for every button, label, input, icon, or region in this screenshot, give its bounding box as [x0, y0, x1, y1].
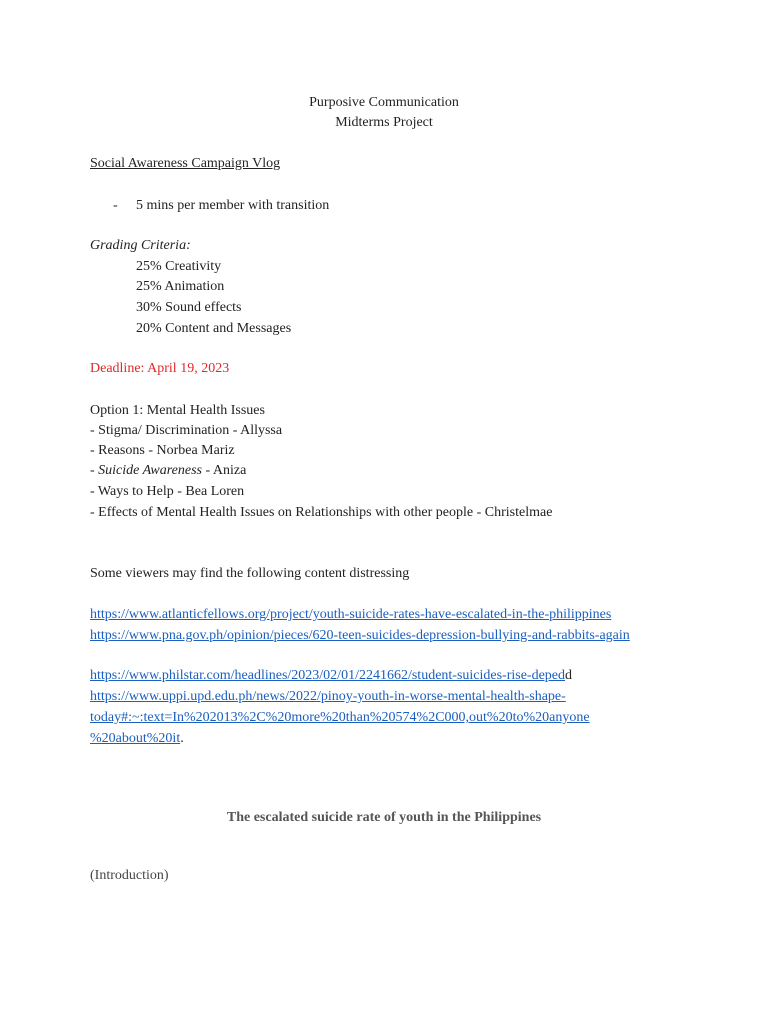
- option-item: - Effects of Mental Health Issues on Relationships with other people - Christelmae: [90, 505, 553, 520]
- grading-item: 30% Sound effects: [136, 300, 242, 315]
- bullet-text: 5 mins per member with transition: [136, 198, 330, 213]
- option-item-topic: Suicide Awareness: [98, 463, 202, 478]
- deadline: Deadline: April 19, 2023: [90, 361, 230, 376]
- option-item-suffix: - Aniza: [202, 463, 247, 478]
- reference-link[interactable]: %20about%20it: [90, 731, 181, 746]
- reference-link[interactable]: https://www.pna.gov.ph/opinion/pieces/620-teen-suicides-depression-bullying-and-rabbits-again: [90, 628, 630, 643]
- option-item-prefix: -: [90, 463, 99, 478]
- link-trailing-text: d: [565, 668, 573, 683]
- reference-link-line: [90, 667, 572, 685]
- reference-link-line: [90, 606, 611, 624]
- reference-link[interactable]: today#:~:text=In%202013%2C%20more%20than%20574%2C000,out%20to%20anyone: [90, 710, 590, 725]
- reference-link[interactable]: https://www.philstar.com/headlines/2023/02/01/2241662/student-suicides-rise-deped: [90, 668, 566, 683]
- grading-item: 25% Animation: [136, 279, 225, 294]
- option-title: Option 1: Mental Health Issues: [90, 403, 265, 418]
- grading-item: 25% Creativity: [136, 259, 222, 274]
- option-item: - Ways to Help - Bea Loren: [90, 484, 245, 499]
- project-title: Midterms Project: [335, 115, 433, 130]
- reference-link[interactable]: https://www.atlanticfellows.org/project/youth-suicide-rates-have-escalated-in-the-philippines: [90, 607, 612, 622]
- introduction-label: (Introduction): [90, 868, 169, 883]
- grading-criteria-label: Grading Criteria:: [90, 238, 191, 253]
- option-item: [90, 462, 246, 480]
- option-item: - Stigma/ Discrimination - Allyssa: [90, 423, 283, 438]
- reference-link-line: [90, 709, 590, 727]
- link-trailing-text: .: [180, 731, 184, 746]
- content-warning: Some viewers may find the following content distressing: [90, 566, 410, 581]
- reference-link-line: [90, 627, 630, 645]
- bullet-dash: -: [113, 198, 118, 213]
- reference-link-line: [90, 730, 184, 748]
- reference-link-line: [90, 688, 566, 706]
- course-title: Purposive Communication: [309, 95, 459, 110]
- campaign-title: Social Awareness Campaign Vlog: [90, 156, 281, 171]
- grading-item: 20% Content and Messages: [136, 321, 292, 336]
- reference-link[interactable]: https://www.uppi.upd.edu.ph/news/2022/pinoy-youth-in-worse-mental-health-shape-: [90, 689, 566, 704]
- section-heading: The escalated suicide rate of youth in the Philippines: [226, 810, 542, 825]
- option-item: - Reasons - Norbea Mariz: [90, 443, 235, 458]
